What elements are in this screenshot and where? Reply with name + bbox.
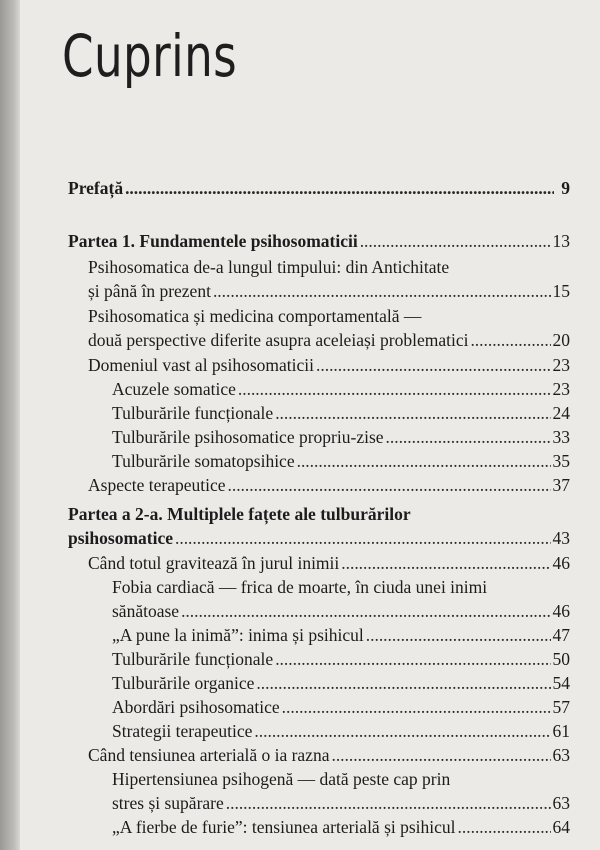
toc-entry-prefata[interactable]: [68, 177, 570, 199]
toc-entry-label: stres și supărare: [112, 793, 224, 813]
dot-leader: [275, 648, 550, 670]
toc-entry-a-pune-la-inima[interactable]: [112, 624, 570, 646]
toc-entry-label: Când tensiunea arterială o ia razna: [88, 745, 330, 765]
toc-entry-label: Tulburările organice: [112, 673, 255, 693]
dot-leader: [213, 280, 551, 302]
toc-entry-page: 24: [552, 403, 570, 423]
dot-leader: [331, 744, 550, 766]
toc-entry-page: 9: [561, 178, 570, 198]
toc-entry-page: 20: [552, 330, 570, 350]
toc-entry-label: și până în prezent: [88, 281, 211, 301]
toc-entry-label: Abordări psihosomatice: [112, 697, 280, 717]
dot-leader: [256, 672, 550, 694]
toc-entry-line: Psihosomatica de-a lungul timpului: din Antichitate: [88, 257, 450, 277]
toc-entry-line: Hipertensiunea psihogenă — dată peste cap prin: [112, 769, 451, 789]
toc-entry-hipertensiunea[interactable]: [112, 792, 570, 814]
toc-entry-label: Tulburările funcționale: [112, 649, 274, 669]
toc-entry-page: 57: [552, 697, 570, 717]
toc-entry-label: Aspecte terapeutice: [88, 475, 226, 495]
dot-leader: [175, 527, 551, 549]
toc-entry-page: 61: [552, 721, 570, 741]
toc-entry-tulburari-functionale-cardiace[interactable]: [112, 648, 570, 670]
toc-entry-label: Prefață: [68, 178, 124, 198]
page-title: Cuprins: [62, 22, 238, 90]
dot-leader: [282, 696, 551, 718]
toc-entry-abordari-psihosomatice[interactable]: [112, 696, 570, 718]
toc-entry-label: „A pune la inimă”: inima și psihicul: [112, 625, 364, 645]
toc-entry-label: sănătoase: [112, 601, 180, 621]
toc-entry-line: Fobia cardiacă — frica de moarte, în ciuda unei inimi: [112, 577, 488, 597]
toc-entry-page: 50: [552, 649, 570, 669]
book-spine-shadow: [0, 0, 20, 850]
toc-entry-tulburari-organice[interactable]: [112, 672, 570, 694]
toc-entry-label: Tulburările somatopsihice: [112, 451, 295, 471]
toc-entry-page: 13: [552, 231, 570, 251]
toc-entry-label: Tulburările funcționale: [112, 403, 274, 423]
dot-leader: [228, 474, 551, 496]
toc-entry-page: 47: [552, 625, 570, 645]
dot-leader: [275, 402, 550, 424]
dot-leader: [181, 600, 550, 622]
dot-leader: [254, 720, 550, 742]
toc-entry-page: 15: [552, 281, 570, 301]
toc-entry-tulburari-psihosomatice[interactable]: [112, 426, 570, 448]
dot-leader: [125, 177, 554, 199]
toc-entry-label: Când totul gravitează în jurul inimii: [88, 553, 340, 573]
dot-leader: [341, 552, 550, 574]
toc-entry-page: 43: [552, 528, 570, 548]
toc-entry-line: Psihosomatica și medicina comportamentală —: [88, 306, 422, 326]
toc-entry-label: Tulburările psihosomatice propriu-zise: [112, 427, 384, 447]
toc-entry-domeniul-vast[interactable]: [88, 354, 570, 376]
toc-entry-page: 33: [552, 427, 570, 447]
toc-page: [20, 0, 600, 850]
toc-entry-istoric[interactable]: [88, 280, 570, 302]
dot-leader: [366, 624, 551, 646]
toc-entry-page: 46: [552, 553, 570, 573]
toc-entry-strategii-terapeutice[interactable]: [112, 720, 570, 742]
toc-entry-acuzele-somatice[interactable]: [112, 378, 570, 400]
toc-entry-tulburari-somatopsihice[interactable]: [112, 450, 570, 472]
toc-entry-label: Strategii terapeutice: [112, 721, 253, 741]
toc-entry-fobia-cardiaca[interactable]: [112, 600, 570, 622]
toc-entry-a-fierbe-de-furie[interactable]: [112, 816, 570, 838]
dot-leader: [226, 792, 551, 814]
toc-entry-page: 37: [552, 475, 570, 495]
toc-entry-page: 64: [552, 817, 570, 837]
dot-leader: [360, 230, 551, 252]
toc-entry-partea-1[interactable]: [68, 230, 570, 252]
toc-entry-label: Domeniul vast al psihosomaticii: [88, 355, 315, 375]
toc-entry-label: „A fierbe de furie”: tensiunea arterială și psihicul: [112, 817, 456, 837]
toc-entry-inima[interactable]: [88, 552, 570, 574]
toc-entry-label: două perspective diferite asupra aceleiași problematici: [88, 330, 469, 350]
toc-entry-page: 23: [552, 355, 570, 375]
dot-leader: [470, 329, 550, 351]
dot-leader: [458, 816, 551, 838]
dot-leader: [297, 450, 551, 472]
toc-entry-page: 63: [552, 793, 570, 813]
toc-entry-page: 54: [552, 673, 570, 693]
toc-entry-page: 23: [552, 379, 570, 399]
dot-leader: [316, 354, 550, 376]
toc-entry-label: Partea 1. Fundamentele psihosomaticii: [68, 231, 358, 251]
toc-entry-label: Acuzele somatice: [112, 379, 236, 399]
toc-entry-tensiunea-arteriala[interactable]: [88, 744, 570, 766]
toc-entry-line: Partea a 2-a. Multiplele fațete ale tulburărilor: [68, 504, 411, 524]
toc-entry-partea-2[interactable]: [68, 527, 570, 549]
toc-entry-page: 63: [552, 745, 570, 765]
dot-leader: [238, 378, 551, 400]
toc-entry-label: psihosomatice: [68, 528, 173, 548]
toc-entry-aspecte-terapeutice[interactable]: [88, 474, 570, 496]
toc-entry-medicina-comportamentala[interactable]: [88, 329, 570, 351]
toc-entry-page: 46: [552, 601, 570, 621]
dot-leader: [386, 426, 551, 448]
toc-entry-page: 35: [552, 451, 570, 471]
toc-entry-tulburari-functionale[interactable]: [112, 402, 570, 424]
